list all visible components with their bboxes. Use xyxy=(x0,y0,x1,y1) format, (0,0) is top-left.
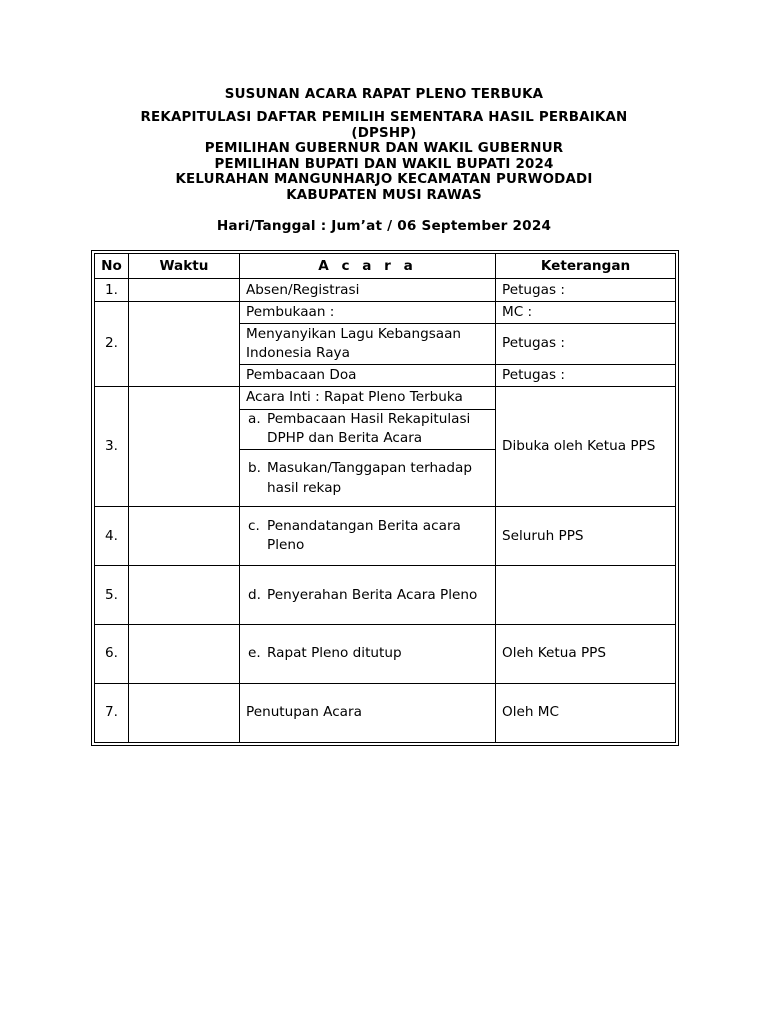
col-header-acara: A c a r a xyxy=(240,254,496,279)
acara-cell xyxy=(240,450,496,507)
table-row xyxy=(95,624,676,683)
table-row xyxy=(95,683,676,742)
keterangan-cell: Oleh MC xyxy=(496,683,676,742)
keterangan-cell: Petugas : xyxy=(496,324,676,365)
list-item-text: Pembacaan Hasil Rekapitulasi DPHP dan Berita Acara xyxy=(267,411,471,447)
row-number: 5. xyxy=(95,566,129,625)
acara-cell: Menyanyikan Lagu Kebangsaan Indonesia Raya xyxy=(240,324,496,365)
list-item xyxy=(246,410,489,448)
subtitle-line: PEMILIHAN BUPATI DAN WAKIL BUPATI 2024 xyxy=(214,156,554,172)
subtitle-line: KABUPATEN MUSI RAWAS xyxy=(286,187,482,203)
row-number: 1. xyxy=(95,279,129,301)
list-item xyxy=(246,644,489,663)
table-row xyxy=(95,387,676,409)
keterangan-cell: Oleh Ketua PPS xyxy=(496,624,676,683)
waktu-cell xyxy=(129,683,240,742)
list-item-label: b. xyxy=(248,460,261,477)
row-number: 6. xyxy=(95,624,129,683)
list-item-text: Rapat Pleno ditutup xyxy=(267,645,402,662)
list-item-text: Penyerahan Berita Acara Pleno xyxy=(267,586,478,603)
waktu-cell xyxy=(129,387,240,507)
agenda-table xyxy=(91,250,679,746)
subtitle-line: PEMILIHAN GUBERNUR DAN WAKIL GUBERNUR xyxy=(204,141,564,157)
acara-cell: Penutupan Acara xyxy=(240,683,496,742)
acara-cell: Pembukaan : xyxy=(240,301,496,323)
waktu-cell xyxy=(129,279,240,301)
acara-cell: Pembacaan Doa xyxy=(240,364,496,386)
list-item xyxy=(246,586,489,605)
list-item-text: Masukan/Tanggapan terhadap hasil rekap xyxy=(267,460,472,497)
list-item-label: d. xyxy=(248,586,261,603)
row-number: 7. xyxy=(95,683,129,742)
acara-cell xyxy=(240,409,496,450)
document-title: SUSUNAN ACARA RAPAT PLENO TERBUKA xyxy=(224,87,544,102)
list-item-label: e. xyxy=(248,645,261,662)
list-item xyxy=(246,458,489,498)
keterangan-cell: MC : xyxy=(496,301,676,323)
waktu-cell xyxy=(129,507,240,566)
list-item-label: c. xyxy=(248,518,260,535)
subtitle-line: KELURAHAN MANGUNHARJO KECAMATAN PURWODADI xyxy=(175,172,593,188)
row-number: 4. xyxy=(95,507,129,566)
acara-cell: Acara Inti : Rapat Pleno Terbuka xyxy=(240,387,496,409)
acara-cell xyxy=(240,507,496,566)
table-row xyxy=(95,279,676,301)
waktu-cell xyxy=(129,624,240,683)
keterangan-cell: Dibuka oleh Ketua PPS xyxy=(496,387,676,507)
list-item-label: a. xyxy=(248,411,261,428)
subtitle-line: REKAPITULASI DAFTAR PEMILIH SEMENTARA HASIL PERBAIKAN xyxy=(140,110,628,125)
keterangan-cell: Petugas : xyxy=(496,364,676,386)
acara-cell xyxy=(240,566,496,625)
keterangan-cell: Seluruh PPS xyxy=(496,507,676,566)
keterangan-cell: Petugas : xyxy=(496,279,676,301)
table-row xyxy=(95,301,676,323)
list-item-text: Penandatangan Berita acara Pleno xyxy=(267,518,461,554)
row-number: 3. xyxy=(95,387,129,507)
date-line: Hari/Tanggal : Jum’at / 06 September 2024 xyxy=(216,218,552,234)
col-header-keterangan: Keterangan xyxy=(496,254,676,279)
col-header-waktu: Waktu xyxy=(129,254,240,279)
subtitle-line: (DPSHP) xyxy=(351,125,417,141)
col-header-no: No xyxy=(95,254,129,279)
table-header-row xyxy=(95,254,676,279)
acara-cell: Absen/Registrasi xyxy=(240,279,496,301)
waktu-cell xyxy=(129,301,240,386)
keterangan-cell xyxy=(496,566,676,625)
table-row xyxy=(95,566,676,625)
row-number: 2. xyxy=(95,301,129,386)
acara-cell xyxy=(240,624,496,683)
table-row xyxy=(95,507,676,566)
document-subtitle xyxy=(0,110,768,204)
waktu-cell xyxy=(129,566,240,625)
list-item xyxy=(246,517,489,555)
